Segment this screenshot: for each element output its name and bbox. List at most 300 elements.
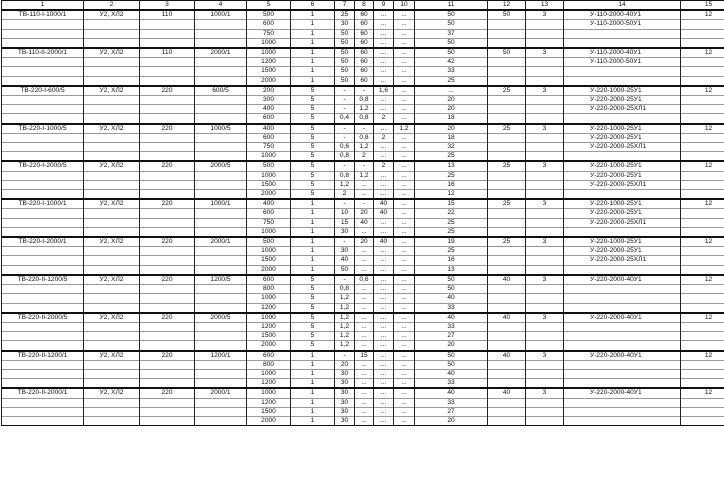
table-row <box>2 379 724 389</box>
value-cell <box>488 143 526 152</box>
value-cell: 5 <box>291 285 335 294</box>
value-cell: 2 <box>374 133 394 142</box>
value-cell: 5 <box>291 96 335 105</box>
ratio-cell <box>195 256 247 265</box>
breaker-type-cell <box>564 369 681 378</box>
value-cell <box>488 218 526 227</box>
value-cell <box>681 114 724 124</box>
breaker-type-cell: У-220-2000-25У1 <box>564 247 681 256</box>
value-cell: - <box>335 96 355 105</box>
table-row <box>2 143 724 152</box>
climate-cell <box>84 227 140 237</box>
table-row <box>2 96 724 105</box>
breaker-type-cell <box>564 114 681 124</box>
value-cell: ... <box>355 180 374 189</box>
voltage-cell <box>140 171 195 180</box>
value-cell <box>526 398 564 407</box>
value-cell: ... <box>355 265 374 275</box>
value-cell <box>681 76 724 86</box>
ratio-cell <box>195 369 247 378</box>
value-cell <box>488 58 526 67</box>
value-cell: 60 <box>355 67 374 76</box>
ratio-cell <box>195 341 247 351</box>
value-cell: 50 <box>335 58 355 67</box>
value-cell: 1000 <box>247 48 291 58</box>
ratio-cell <box>195 143 247 152</box>
type-cell <box>2 416 84 425</box>
value-cell <box>488 67 526 76</box>
header-cell: 4 <box>195 1 247 11</box>
climate-cell <box>84 29 140 38</box>
value-cell <box>526 96 564 105</box>
value-cell: 2000 <box>247 265 291 275</box>
value-cell: 1 <box>291 398 335 407</box>
value-cell: 5 <box>291 124 335 134</box>
ratio-cell: 1000/1 <box>195 199 247 209</box>
value-cell: ... <box>394 360 415 369</box>
value-cell: 50 <box>415 275 488 285</box>
value-cell: 50 <box>335 38 355 48</box>
value-cell: 12 <box>681 48 724 58</box>
value-cell: 1200 <box>247 379 291 389</box>
value-cell: ... <box>374 313 394 323</box>
value-cell <box>681 379 724 389</box>
value-cell: 1 <box>291 256 335 265</box>
value-cell <box>681 369 724 378</box>
value-cell: 25 <box>335 10 355 20</box>
header-cell: 2 <box>84 1 140 11</box>
value-cell: ... <box>394 29 415 38</box>
type-cell <box>2 96 84 105</box>
value-cell <box>681 152 724 162</box>
value-cell <box>526 190 564 200</box>
value-cell: 12 <box>681 313 724 323</box>
climate-cell <box>84 332 140 341</box>
value-cell: ... <box>374 38 394 48</box>
value-cell: 500 <box>247 237 291 247</box>
value-cell <box>488 247 526 256</box>
value-cell: 60 <box>355 76 374 86</box>
value-cell: 20 <box>415 96 488 105</box>
voltage-cell <box>140 20 195 29</box>
value-cell: ... <box>374 29 394 38</box>
table-row <box>2 398 724 407</box>
value-cell: 25 <box>488 161 526 171</box>
value-cell: 2 <box>355 152 374 162</box>
value-cell: 1 <box>291 58 335 67</box>
value-cell <box>488 369 526 378</box>
value-cell: 5 <box>291 190 335 200</box>
value-cell <box>526 360 564 369</box>
header-cell: 9 <box>374 1 394 11</box>
value-cell: 60 <box>355 38 374 48</box>
value-cell: ... <box>374 96 394 105</box>
value-cell: ... <box>374 76 394 86</box>
value-cell: ... <box>355 379 374 389</box>
value-cell: 2000 <box>247 416 291 425</box>
climate-cell <box>84 256 140 265</box>
ratio-cell <box>195 20 247 29</box>
value-cell: 12 <box>681 199 724 209</box>
value-cell: ... <box>394 227 415 237</box>
value-cell: 200 <box>247 86 291 96</box>
value-cell <box>681 209 724 218</box>
value-cell <box>526 265 564 275</box>
value-cell <box>681 303 724 313</box>
ratio-cell: 2000/1 <box>195 388 247 398</box>
type-cell <box>2 29 84 38</box>
voltage-cell <box>140 38 195 48</box>
value-cell <box>526 209 564 218</box>
value-cell: 32 <box>415 143 488 152</box>
value-cell: 1 <box>291 351 335 361</box>
value-cell: 20 <box>415 416 488 425</box>
value-cell: ... <box>355 285 374 294</box>
value-cell: 20 <box>355 237 374 247</box>
voltage-cell <box>140 96 195 105</box>
breaker-type-cell: У-110-2000-50У1 <box>564 20 681 29</box>
value-cell: 3 <box>526 199 564 209</box>
voltage-cell <box>140 67 195 76</box>
value-cell: 400 <box>247 199 291 209</box>
table-row <box>2 20 724 29</box>
ratio-cell <box>195 218 247 227</box>
value-cell: 40 <box>374 209 394 218</box>
value-cell: 800 <box>247 360 291 369</box>
value-cell: 750 <box>247 218 291 227</box>
type-cell <box>2 379 84 389</box>
type-cell <box>2 20 84 29</box>
value-cell: 5 <box>291 171 335 180</box>
breaker-type-cell <box>564 294 681 303</box>
value-cell: 12 <box>681 237 724 247</box>
breaker-type-cell <box>564 332 681 341</box>
table-row <box>2 180 724 189</box>
value-cell <box>488 76 526 86</box>
climate-cell <box>84 398 140 407</box>
voltage-cell <box>140 303 195 313</box>
value-cell: ... <box>374 105 394 114</box>
value-cell: 30 <box>335 388 355 398</box>
value-cell: 50 <box>415 38 488 48</box>
ratio-cell: 600/5 <box>195 86 247 96</box>
value-cell: 60 <box>355 20 374 29</box>
value-cell: ... <box>394 218 415 227</box>
type-cell <box>2 58 84 67</box>
value-cell: 12 <box>681 275 724 285</box>
value-cell: ... <box>374 124 394 134</box>
value-cell: ... <box>374 341 394 351</box>
value-cell: 1 <box>291 369 335 378</box>
value-cell: 30 <box>335 20 355 29</box>
value-cell: 30 <box>335 407 355 416</box>
value-cell: 0,8 <box>335 152 355 162</box>
value-cell: 25 <box>488 86 526 96</box>
table-row <box>2 209 724 218</box>
climate-cell <box>84 152 140 162</box>
value-cell: 5 <box>291 313 335 323</box>
value-cell: ... <box>394 143 415 152</box>
value-cell <box>526 20 564 29</box>
value-cell: ... <box>394 247 415 256</box>
value-cell: 1000 <box>247 152 291 162</box>
value-cell <box>488 114 526 124</box>
type-cell <box>2 322 84 331</box>
table-row <box>2 341 724 351</box>
value-cell: 1000 <box>247 294 291 303</box>
type-cell <box>2 38 84 48</box>
value-cell: 40 <box>415 294 488 303</box>
type-cell <box>2 398 84 407</box>
table-row <box>2 256 724 265</box>
ratio-cell <box>195 152 247 162</box>
value-cell: 50 <box>335 76 355 86</box>
breaker-type-cell: У-220-1000-25У1 <box>564 237 681 247</box>
type-cell <box>2 256 84 265</box>
value-cell: 25 <box>415 171 488 180</box>
value-cell: ... <box>394 67 415 76</box>
value-cell: 13 <box>415 161 488 171</box>
value-cell: ... <box>374 171 394 180</box>
value-cell: ... <box>394 38 415 48</box>
value-cell: ... <box>394 351 415 361</box>
value-cell: - <box>335 105 355 114</box>
value-cell: 12 <box>681 10 724 20</box>
value-cell: 3 <box>526 237 564 247</box>
value-cell: 1 <box>291 76 335 86</box>
value-cell <box>681 407 724 416</box>
value-cell: 1200 <box>247 322 291 331</box>
value-cell: 25 <box>415 247 488 256</box>
type-cell: ТВ-110-ІІ-2000/1 <box>2 48 84 58</box>
value-cell: 60 <box>355 10 374 20</box>
value-cell: 16 <box>415 256 488 265</box>
ratio-cell: 1200/5 <box>195 275 247 285</box>
value-cell: 1,6 <box>374 86 394 96</box>
voltage-cell <box>140 256 195 265</box>
value-cell <box>526 247 564 256</box>
table-row <box>2 351 724 361</box>
value-cell: ... <box>394 275 415 285</box>
value-cell <box>681 38 724 48</box>
ratio-cell <box>195 398 247 407</box>
value-cell <box>488 294 526 303</box>
value-cell <box>526 285 564 294</box>
value-cell <box>488 360 526 369</box>
climate-cell <box>84 294 140 303</box>
value-cell: 25 <box>488 124 526 134</box>
value-cell: 15 <box>415 199 488 209</box>
value-cell: 1000 <box>247 171 291 180</box>
ratio-cell <box>195 285 247 294</box>
type-cell <box>2 76 84 86</box>
value-cell: 1000 <box>247 227 291 237</box>
climate-cell: У2, ХЛ2 <box>84 199 140 209</box>
table-row <box>2 294 724 303</box>
value-cell <box>488 332 526 341</box>
value-cell <box>488 96 526 105</box>
breaker-type-cell <box>564 76 681 86</box>
value-cell: - <box>335 351 355 361</box>
value-cell: 30 <box>335 379 355 389</box>
value-cell: ... <box>374 351 394 361</box>
type-cell <box>2 190 84 200</box>
ratio-cell <box>195 96 247 105</box>
value-cell: ... <box>355 341 374 351</box>
value-cell <box>488 152 526 162</box>
voltage-cell: 220 <box>140 275 195 285</box>
ratio-cell <box>195 171 247 180</box>
breaker-type-cell: У-220-2000-40У1 <box>564 351 681 361</box>
value-cell <box>681 96 724 105</box>
value-cell: 5 <box>291 152 335 162</box>
value-cell: ... <box>394 388 415 398</box>
type-cell: ТВ-220-І-600/5 <box>2 86 84 96</box>
ratio-cell <box>195 180 247 189</box>
value-cell: 15 <box>335 218 355 227</box>
value-cell: ... <box>355 388 374 398</box>
value-cell: 12 <box>681 388 724 398</box>
ratio-cell: 1200/1 <box>195 351 247 361</box>
breaker-type-cell <box>564 322 681 331</box>
value-cell: 5 <box>291 341 335 351</box>
breaker-type-cell <box>564 416 681 425</box>
breaker-type-cell <box>564 38 681 48</box>
climate-cell: У2, ХЛ2 <box>84 124 140 134</box>
breaker-type-cell <box>564 29 681 38</box>
value-cell: 600 <box>247 133 291 142</box>
value-cell: ... <box>394 105 415 114</box>
voltage-cell: 220 <box>140 351 195 361</box>
value-cell: 1 <box>291 247 335 256</box>
voltage-cell <box>140 180 195 189</box>
climate-cell <box>84 379 140 389</box>
value-cell: 1000 <box>247 313 291 323</box>
value-cell: ... <box>374 256 394 265</box>
value-cell: ... <box>355 360 374 369</box>
value-cell: ... <box>394 86 415 96</box>
value-cell: 3 <box>526 161 564 171</box>
climate-cell: У2, ХЛ2 <box>84 388 140 398</box>
value-cell: 3 <box>526 10 564 20</box>
climate-cell <box>84 285 140 294</box>
value-cell: 1500 <box>247 180 291 189</box>
voltage-cell <box>140 332 195 341</box>
type-cell <box>2 180 84 189</box>
type-cell: ТВ-220-І-2000/5 <box>2 161 84 171</box>
value-cell <box>681 190 724 200</box>
value-cell: ... <box>355 407 374 416</box>
table-row <box>2 152 724 162</box>
voltage-cell <box>140 294 195 303</box>
value-cell: 1000 <box>247 38 291 48</box>
breaker-type-cell <box>564 379 681 389</box>
value-cell: ... <box>374 20 394 29</box>
type-cell <box>2 360 84 369</box>
value-cell: ... <box>374 48 394 58</box>
value-cell: ... <box>374 379 394 389</box>
type-cell <box>2 294 84 303</box>
value-cell <box>681 133 724 142</box>
ratio-cell <box>195 76 247 86</box>
climate-cell <box>84 67 140 76</box>
table-row <box>2 360 724 369</box>
table-row <box>2 265 724 275</box>
value-cell: 30 <box>335 369 355 378</box>
value-cell: ... <box>394 303 415 313</box>
table-row <box>2 161 724 171</box>
value-cell: 33 <box>415 379 488 389</box>
climate-cell <box>84 218 140 227</box>
value-cell: 1,2 <box>335 313 355 323</box>
value-cell <box>526 171 564 180</box>
breaker-type-cell: У-220-2000-40У1 <box>564 313 681 323</box>
value-cell <box>681 180 724 189</box>
climate-cell <box>84 20 140 29</box>
header-cell: 11 <box>415 1 488 11</box>
value-cell <box>681 256 724 265</box>
type-cell: ТВ-220-ІІ-1200/5 <box>2 275 84 285</box>
voltage-cell <box>140 416 195 425</box>
voltage-cell: 220 <box>140 237 195 247</box>
value-cell <box>526 369 564 378</box>
value-cell <box>488 341 526 351</box>
breaker-type-cell: У-220-2000-25ХЛ1 <box>564 256 681 265</box>
value-cell: ... <box>355 247 374 256</box>
value-cell: 40 <box>488 388 526 398</box>
value-cell: 18 <box>415 133 488 142</box>
value-cell: 2000 <box>247 341 291 351</box>
value-cell: 1,2 <box>355 143 374 152</box>
voltage-cell <box>140 29 195 38</box>
value-cell: ... <box>374 143 394 152</box>
value-cell: ... <box>394 58 415 67</box>
ratio-cell <box>195 58 247 67</box>
value-cell: 1,2 <box>355 171 374 180</box>
table-row <box>2 67 724 76</box>
climate-cell <box>84 96 140 105</box>
value-cell: ... <box>374 227 394 237</box>
value-cell: 600 <box>247 20 291 29</box>
value-cell: 13 <box>415 265 488 275</box>
breaker-type-cell <box>564 152 681 162</box>
voltage-cell <box>140 218 195 227</box>
climate-cell: У2, ХЛ2 <box>84 86 140 96</box>
value-cell <box>526 133 564 142</box>
value-cell: 1,2 <box>394 124 415 134</box>
ratio-cell: 2000/1 <box>195 48 247 58</box>
value-cell: 1 <box>291 407 335 416</box>
value-cell: 1200 <box>247 303 291 313</box>
value-cell <box>526 58 564 67</box>
value-cell: ... <box>394 76 415 86</box>
voltage-cell <box>140 58 195 67</box>
breaker-type-cell: У-110-2000-50У1 <box>564 58 681 67</box>
climate-cell <box>84 143 140 152</box>
value-cell: ... <box>355 398 374 407</box>
value-cell: - <box>355 86 374 96</box>
type-cell <box>2 133 84 142</box>
breaker-type-cell <box>564 67 681 76</box>
value-cell <box>681 332 724 341</box>
value-cell: 40 <box>374 199 394 209</box>
header-cell: 1 <box>2 1 84 11</box>
ratio-cell <box>195 38 247 48</box>
value-cell <box>488 407 526 416</box>
type-cell <box>2 247 84 256</box>
value-cell: ... <box>394 369 415 378</box>
climate-cell <box>84 247 140 256</box>
